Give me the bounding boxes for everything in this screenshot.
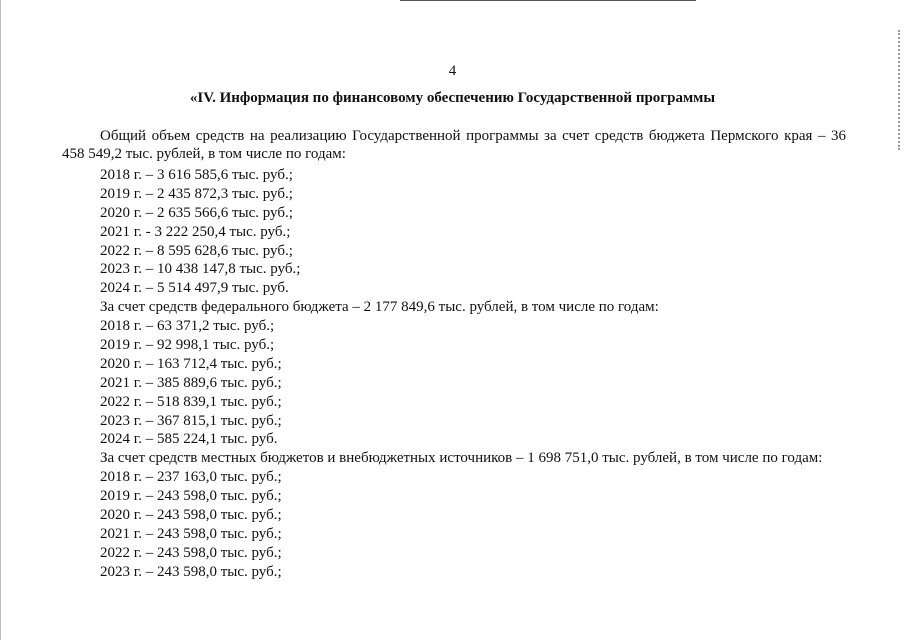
funding-line: 2022 г. – 518 839,1 тыс. руб.; [100, 393, 282, 410]
funding-line: 2019 г. – 92 998,1 тыс. руб.; [100, 337, 275, 354]
funding-line: 2020 г. – 243 598,0 тыс. руб.; [100, 507, 282, 524]
funding-line: 2018 г. – 63 371,2 тыс. руб.; [100, 318, 275, 335]
funding-line: 2019 г. – 2 435 872,3 тыс. руб.; [100, 185, 293, 202]
funding-line: 2020 г. – 2 635 566,6 тыс. руб.; [100, 204, 293, 221]
funding-line: 2020 г. – 163 712,4 тыс. руб.; [100, 355, 282, 372]
funding-line: 2023 г. – 243 598,0 тыс. руб.; [100, 563, 282, 580]
funding-line: 2018 г. – 237 163,0 тыс. руб.; [100, 469, 282, 486]
section-heading: «IV. Информация по финансовому обеспечению Государственной программы [189, 90, 716, 106]
federal-budget-line: За счет средств федерального бюджета – 2 177 849,6 тыс. рублей, в том числе по годам: [100, 299, 659, 316]
header-rule [400, 0, 696, 1]
local-budget-line: За счет средств местных бюджетов и внебюджетных источников – 1 698 751,0 тыс. рублей, в том числе по годам: [100, 450, 823, 467]
funding-lines [100, 166, 822, 582]
page-number: 4 [448, 63, 457, 79]
funding-line: 2023 г. – 367 815,1 тыс. руб.; [100, 412, 282, 429]
funding-line: 2021 г. - 3 222 250,4 тыс. руб.; [100, 223, 291, 240]
funding-line: 2022 г. – 243 598,0 тыс. руб.; [100, 544, 282, 561]
funding-line: 2024 г. – 585 224,1 тыс. руб. [100, 431, 278, 448]
funding-line: 2021 г. – 243 598,0 тыс. руб.; [100, 525, 282, 542]
funding-line: 2018 г. – 3 616 585,6 тыс. руб.; [100, 167, 293, 183]
funding-line: 2023 г. – 10 438 147,8 тыс. руб.; [100, 261, 301, 278]
intro-paragraph: Общий объем средств на реализацию Государственной программы за счет средств бюджета Пермского края – 36 458 549,2 тыс. рублей, в том числе по годам: [62, 128, 846, 162]
funding-line: 2024 г. – 5 514 497,9 тыс. руб. [100, 280, 289, 297]
funding-line: 2022 г. – 8 595 628,6 тыс. руб.; [100, 242, 293, 259]
funding-line: 2021 г. – 385 889,6 тыс. руб.; [100, 374, 282, 391]
funding-line: 2019 г. – 243 598,0 тыс. руб.; [100, 488, 282, 505]
